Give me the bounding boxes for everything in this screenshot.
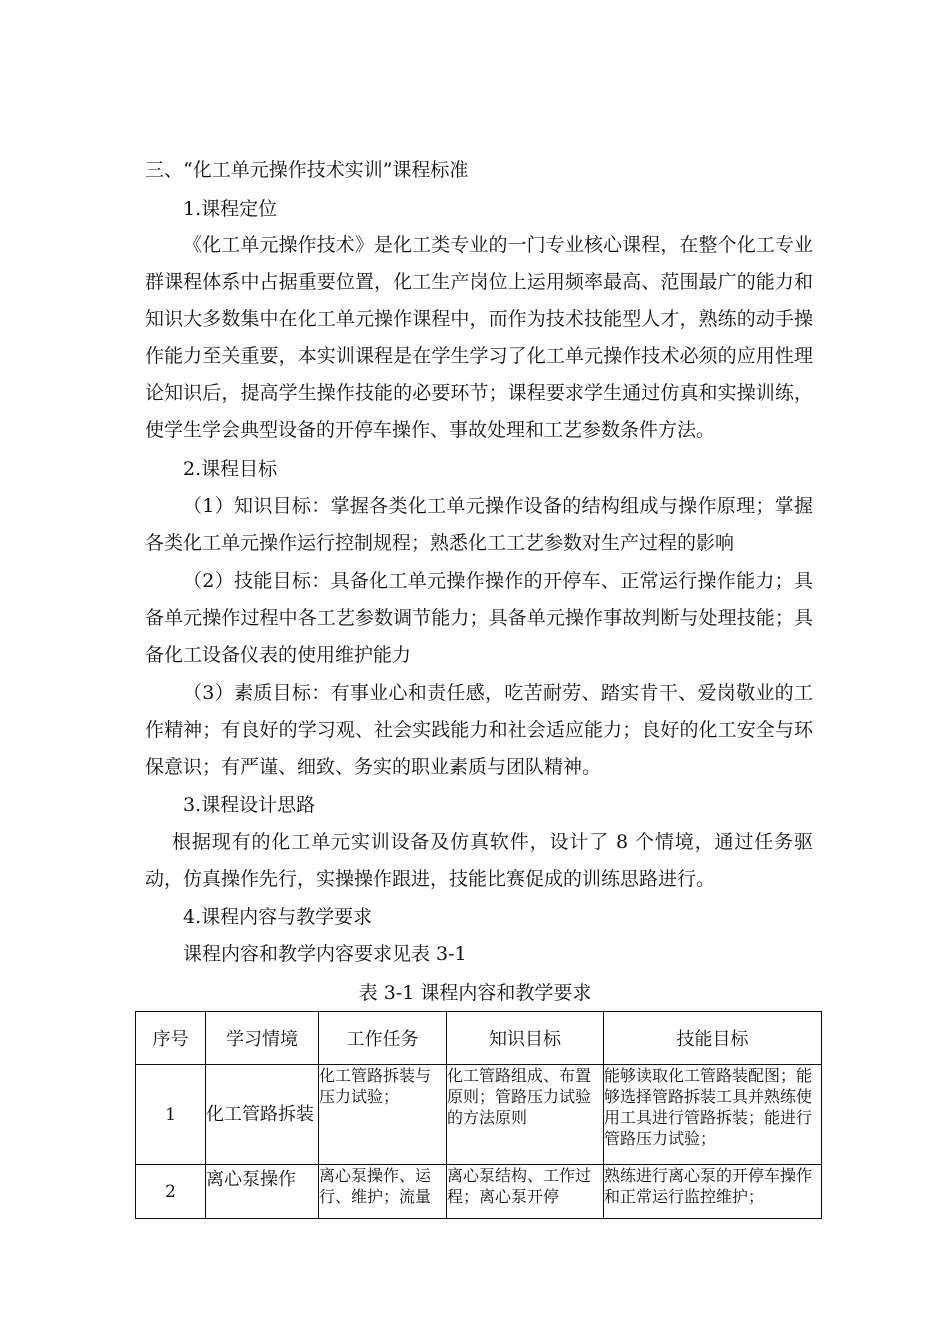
header-skill: 技能目标 (604, 1012, 822, 1065)
knowledge-goal-paragraph: （1）知识目标：掌握各类化工单元操作设备的结构组成与操作原理；掌握各类化工单元操作运行控制规程；熟悉化工工艺参数对生产过程的影响 (145, 495, 813, 554)
row-skill: 能够读取化工管路装配图；能够选择管路拆装工具并熟练使用工具进行管路拆装；能进行管路压力试验； (604, 1065, 822, 1165)
header-situation: 学习情境 (206, 1012, 319, 1065)
row-situation: 离心泵操作 (206, 1165, 319, 1219)
table-header-row (136, 1012, 822, 1065)
table-caption: 表 3-1 课程内容和教学要求 (358, 982, 592, 1004)
table-reference-text: 课程内容和教学内容要求见表 3-1 (183, 943, 467, 965)
row-no: 2 (136, 1165, 206, 1219)
row-situation: 化工管路拆装 (206, 1065, 319, 1165)
row-skill: 熟练进行离心泵的开停车操作和正常运行监控维护； (604, 1165, 822, 1219)
table-row (136, 1165, 822, 1219)
content-requirements-table (135, 1011, 822, 1219)
design-idea-paragraph: 根据现有的化工单元实训设备及仿真软件，设计了 8 个情境，通过任务驱动，仿真操作先行，实操操作跟进，技能比赛促成的训练思路进行。 (145, 831, 813, 890)
skill-goal-paragraph: （2）技能目标：具备化工单元操作操作的开停车、正常运行操作能力；具备单元操作过程中各工艺参数调节能力；具备单元操作事故判断与处理技能；具备化工设备仪表的使用维护能力 (145, 570, 813, 666)
row-knowledge: 离心泵结构、工作过程；离心泵开停 (447, 1165, 604, 1219)
row-task: 离心泵操作、运行、维护；流量 (319, 1165, 447, 1219)
course-positioning-paragraph: 《化工单元操作技术》是化工类专业的一门专业核心课程，在整个化工专业群课程体系中占据重要位置，化工生产岗位上运用频率最高、范围最广的能力和知识大多数集中在化工单元操作课程中，而作为技术技能型人才，熟练的动手操作能力至关重要，本实训课程是在学生学习了化工单元操作技术必须的应用性理论知识后，提高学生操作技能的必要环节；课程要求学生通过仿真和实操训练，使学生学会典型设备的开停车操作、事故处理和工艺参数条件方法。 (145, 234, 813, 441)
heading-course-goals: 2.课程目标 (183, 458, 278, 480)
row-no: 1 (136, 1065, 206, 1165)
heading-content-requirements: 4.课程内容与教学要求 (183, 906, 373, 928)
header-no: 序号 (136, 1012, 206, 1065)
quality-goal-paragraph: （3）素质目标：有事业心和责任感，吃苦耐劳、踏实肯干、爱岗敬业的工作精神；有良好的学习观、社会实践能力和社会适应能力；良好的化工安全与环保意识；有严谨、细致、务实的职业素质与团队精神。 (145, 682, 813, 778)
row-task: 化工管路拆装与压力试验； (319, 1065, 447, 1165)
section-heading: 三、“化工单元操作技术实训”课程标准 (145, 159, 469, 181)
heading-design-idea: 3.课程设计思路 (183, 794, 316, 816)
header-knowledge: 知识目标 (447, 1012, 604, 1065)
row-knowledge: 化工管路组成、布置原则；管路压力试验的方法原则 (447, 1065, 604, 1165)
heading-course-positioning: 1.课程定位 (183, 198, 278, 220)
table-row (136, 1065, 822, 1165)
header-task: 工作任务 (319, 1012, 447, 1065)
